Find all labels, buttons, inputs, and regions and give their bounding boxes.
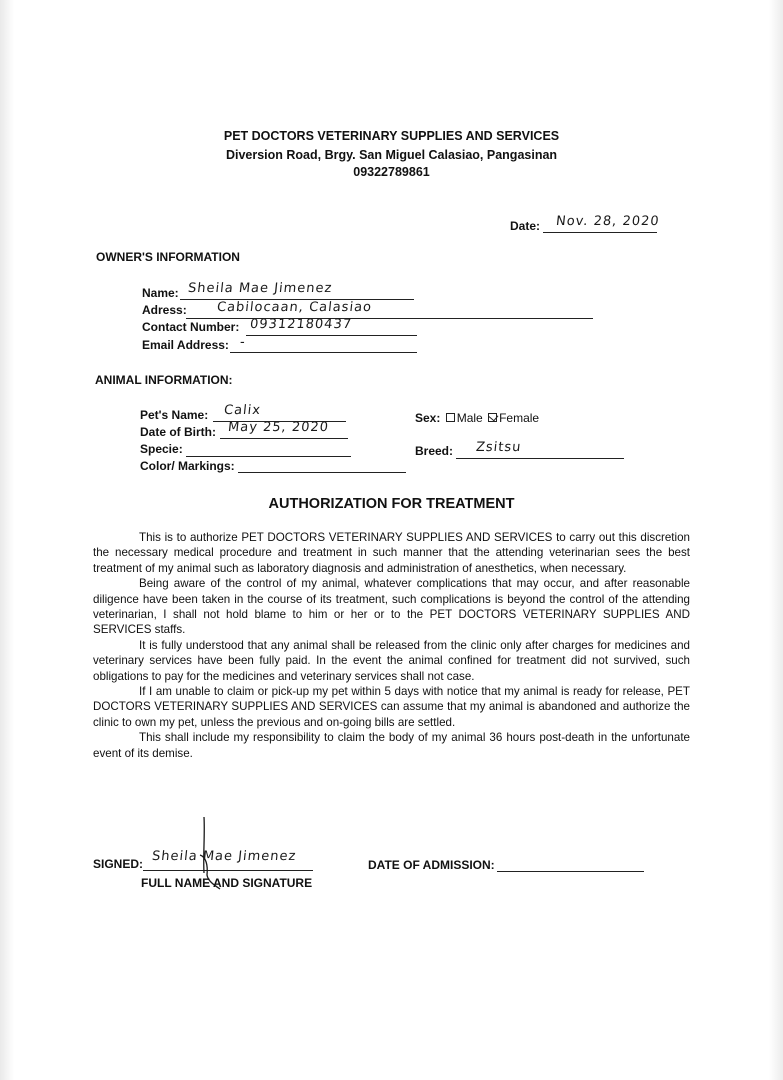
owner-address-value: Cabilocaan, Calasiao — [216, 300, 373, 315]
owner-heading: OWNER'S INFORMATION — [96, 250, 240, 264]
date-line — [543, 232, 657, 233]
sex-label: Sex: — [415, 411, 441, 425]
signature-caption: FULL NAME AND SIGNATURE — [141, 876, 313, 890]
owner-email-value: - — [239, 335, 247, 350]
owner-email-label: Email Address: — [142, 338, 229, 352]
authorization-body — [93, 530, 690, 761]
color-label: Color/ Markings: — [140, 459, 235, 473]
authorization-paragraph: If I am unable to claim or pick-up my pet within 5 days with notice that my animal is ready for release, PET DOCTORS VETERINARY SUPPLIES AND SERVICES can assume that my animal is abandoned and authorize the clinic to own my pet, unless the previous and on-going bills are settled. — [93, 685, 690, 729]
male-checkbox — [446, 413, 455, 422]
admission-label: DATE OF ADMISSION: — [368, 858, 495, 872]
breed-label: Breed: — [415, 444, 454, 458]
authorization-paragraph: It is fully understood that any animal shall be released from the clinic only after charges for medicines and veterinary services have been fully paid. In the event the animal confined for treatment did not survived, such obligations to pay for the medicines and veterinary services shall not case. — [93, 638, 690, 683]
sex-field — [415, 411, 539, 425]
authorization-paragraph: This shall include my responsibility to claim the body of my animal 36 hours post-death in the unfortunate event of its demise. — [93, 731, 690, 760]
date-value: Nov. 28, 2020 — [555, 214, 661, 229]
dob-line — [220, 438, 348, 439]
clinic-address: Diversion Road, Brgy. San Miguel Calasiao, Pangasinan — [225, 148, 558, 162]
color-line — [238, 472, 406, 473]
authorization-title: AUTHORIZATION FOR TREATMENT — [268, 496, 515, 512]
animal-heading: ANIMAL INFORMATION: — [95, 373, 233, 387]
signed-label: SIGNED: — [93, 857, 144, 871]
owner-name-value: Sheila Mae Jimenez — [187, 281, 334, 296]
authorization-paragraph: Being aware of the control of my animal, whatever complications that may occur, and after reasonable diligence have been taken in the course of its treatment, such complications is beyond the control of the attending veterinarian, I shall not hold blame to him or her or to the PET DOCTORS VETERINARY SUPPLIES AND SERVICES staffs. — [93, 577, 690, 637]
owner-contact-line — [246, 335, 417, 336]
owner-contact-label: Contact Number: — [142, 320, 240, 334]
signed-value: Sheila Mae Jimenez — [151, 849, 298, 864]
owner-contact-value: 09312180437 — [249, 317, 353, 332]
clinic-name: PET DOCTORS VETERINARY SUPPLIES AND SERVICES — [223, 129, 560, 143]
male-option-label: Male — [456, 411, 483, 425]
breed-value: Zsitsu — [475, 440, 523, 455]
clinic-phone: 09322789861 — [353, 165, 430, 179]
owner-email-line — [230, 352, 417, 353]
dob-value: May 25, 2020 — [227, 420, 330, 435]
pet-name-label: Pet's Name: — [140, 408, 209, 422]
owner-name-label: Name: — [142, 286, 179, 300]
female-option-label: Female — [499, 411, 540, 425]
dob-label: Date of Birth: — [140, 425, 216, 439]
owner-address-label: Adress: — [142, 303, 187, 317]
specie-line — [186, 456, 351, 457]
specie-label: Specie: — [140, 442, 183, 456]
pet-name-value: Calix — [223, 403, 262, 418]
admission-line — [497, 871, 644, 872]
breed-line — [456, 458, 624, 459]
authorization-paragraph: This is to authorize PET DOCTORS VETERINARY SUPPLIES AND SERVICES to carry out this discretion the necessary medical procedure and treatment in such manner that the attending veterinarian sees the best treatment of my animal such as laboratory diagnosis and administration of anesthetics, when necessary. — [93, 531, 690, 575]
owner-address-line — [186, 318, 593, 319]
date-label: Date: — [510, 219, 541, 233]
female-checkbox-checked — [488, 413, 497, 422]
